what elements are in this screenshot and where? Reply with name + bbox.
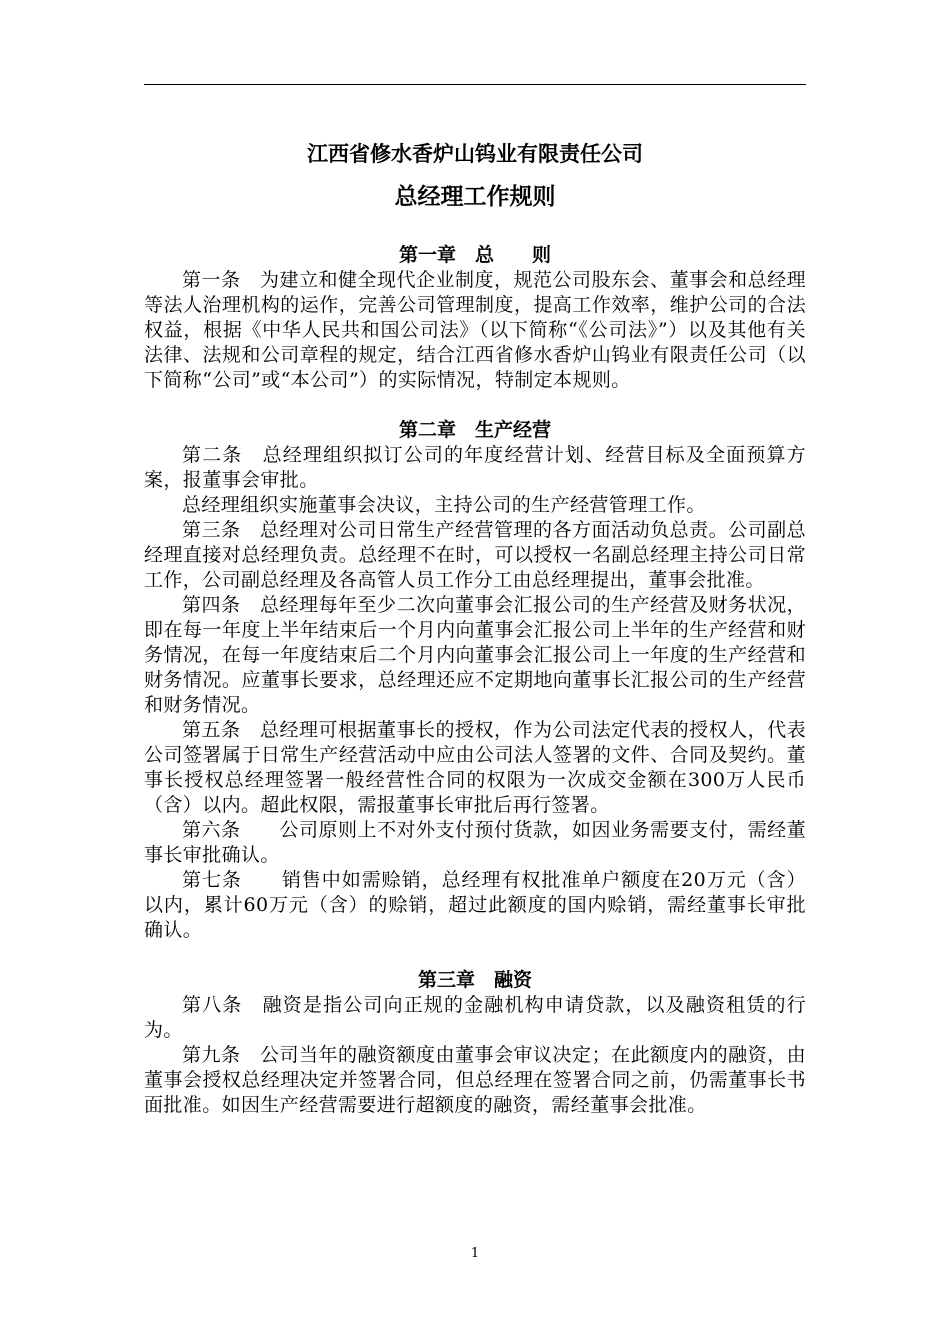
chapter-heading: 第一章 总 则 xyxy=(398,244,551,266)
article-number: 第三条 xyxy=(182,519,261,541)
article-paragraph xyxy=(144,1043,806,1118)
article-text: 总经理对公司日常生产经营管理的各方面活动负总责。公司副总经理直接对总经理负责。总经理不在时，可以授权一名副总经理主持公司日常工作，公司副总经理及各高管人员工作分工由总经理提出，董事会批准。 xyxy=(144,519,806,591)
article-text: 公司当年的融资额度由董事会审议决定；在此额度内的融资，由董事会授权总经理决定并签署合同，但总经理在签署合同之前，仍需董事长书面批准。如因生产经营需要进行超额度的融资，需经董事会批准。 xyxy=(144,1044,806,1116)
article-text: 总经理组织拟订公司的年度经营计划、经营目标及全面预算方案，报董事会审批。 xyxy=(144,444,806,491)
article-text: 为建立和健全现代企业制度，规范公司股东会、董事会和总经理等法人治理机构的运作，完善公司管理制度，提高工作效率，维护公司的合法权益，根据《中华人民共和国公司法》（以下简称“《公司法》”）以及其他有关法律、法规和公司章程的规定，结合江西省修水香炉山钨业有限责任公司（以下简称“公司”或“本公司”）的实际情况，特制定本规则。 xyxy=(144,269,806,391)
header-rule xyxy=(144,84,806,85)
article-number: 第六条 xyxy=(182,819,280,841)
document-body xyxy=(144,140,806,1118)
company-name: 江西省修水香炉山钨业有限责任公司 xyxy=(307,142,643,166)
article-paragraph xyxy=(144,518,806,593)
article-text: 销售中如需赊销，总经理有权批准单户额度在20万元（含）以内，累计60万元（含）的赊销，超过此额度的国内赊销，需经董事长审批确认。 xyxy=(144,869,806,941)
article-number: 第七条 xyxy=(182,869,282,891)
article-paragraph xyxy=(144,868,806,943)
article-paragraph xyxy=(144,493,806,518)
article-paragraph xyxy=(144,718,806,818)
chapter-heading: 第二章 生产经营 xyxy=(398,419,551,441)
article-number: 第二条 xyxy=(182,444,263,466)
article-text: 总经理每年至少二次向董事会汇报公司的生产经营及财务状况，即在每一年度上半年结束后一个月内向董事会汇报公司上半年的生产经营和财务情况，在每一年度结束后二个月内向董事会汇报公司上一年度的生产经营和财务情况。应董事长要求，总经理还应不定期地向董事长汇报公司的生产经营和财务情况。 xyxy=(144,594,806,716)
article-text: 总经理可根据董事长的授权，作为公司法定代表的授权人，代表公司签署属于日常生产经营活动中应由公司法人签署的文件、合同及契约。董事长授权总经理签署一般经营性合同的权限为一次成交金额在300万人民币（含）以内。超此权限，需报董事长审批后再行签署。 xyxy=(144,719,806,816)
article-number: 第五条 xyxy=(182,719,261,741)
article-text: 公司原则上不对外支付预付货款，如因业务需要支付，需经董事长审批确认。 xyxy=(144,819,806,866)
article-text: 总经理组织实施董事会决议，主持公司的生产经营管理工作。 xyxy=(182,494,706,516)
article-text: 融资是指公司向正规的金融机构申请贷款，以及融资租赁的行为。 xyxy=(144,994,806,1041)
page-number: 1 xyxy=(470,1246,480,1261)
article-number: 第九条 xyxy=(182,1044,261,1066)
article-paragraph xyxy=(144,593,806,718)
article-number: 第四条 xyxy=(182,594,261,616)
article-number: 第一条 xyxy=(182,269,261,291)
article-number: 第八条 xyxy=(182,994,263,1016)
article-paragraph xyxy=(144,993,806,1043)
document-title: 总经理工作规则 xyxy=(394,184,556,210)
article-paragraph xyxy=(144,818,806,868)
chapter-heading: 第三章 融资 xyxy=(417,969,532,991)
article-paragraph xyxy=(144,443,806,493)
article-paragraph xyxy=(144,268,806,393)
